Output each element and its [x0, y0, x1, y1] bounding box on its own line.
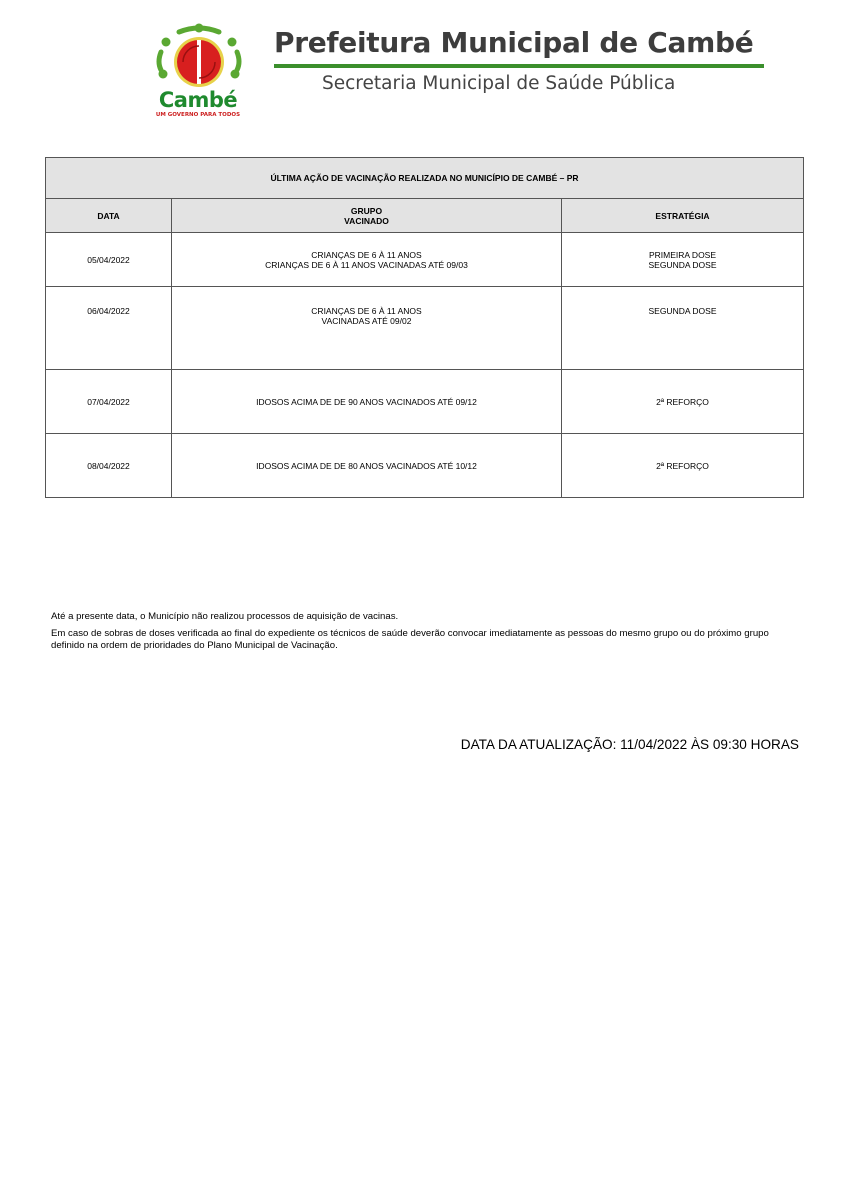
table-title-row — [46, 158, 804, 199]
cell-date: 08/04/2022 — [46, 434, 172, 498]
cambe-emblem-icon — [143, 22, 251, 92]
note-acquisition: Até a presente data, o Município não realizou processos de aquisição de vacinas. — [51, 611, 399, 622]
update-timestamp: DATA DA ATUALIZAÇÃO: 11/04/2022 ÀS 09:30 HORAS — [460, 737, 799, 752]
note-leftover-doses — [51, 628, 769, 651]
organization-title: Prefeitura Municipal de Cambé — [274, 26, 754, 59]
cell-date: 07/04/2022 — [46, 370, 172, 434]
strategy-line: PRIMEIRA DOSE — [648, 249, 717, 260]
cell-group — [172, 287, 562, 370]
column-header-group — [172, 199, 562, 233]
strategy-line: SEGUNDA DOSE — [648, 306, 717, 316]
note-leftover-line1: Em caso de sobras de doses verificada ao final do expediente os técnicos de saúde deverão convocar imediatamente as pessoas do mesmo grupo ou do próximo grupo — [51, 628, 769, 639]
cell-group — [172, 233, 562, 287]
cell-group — [172, 370, 562, 434]
logo-name: Cambé — [158, 88, 238, 112]
cell-date: 06/04/2022 — [46, 287, 172, 370]
table-row — [46, 233, 804, 287]
cell-strategy — [562, 233, 804, 287]
column-header-date: DATA — [46, 199, 172, 233]
table-header-row — [46, 199, 804, 233]
cell-group — [172, 434, 562, 498]
organization-subtitle: Secretaria Municipal de Saúde Pública — [322, 73, 676, 94]
column-header-group-line1: GRUPO — [350, 205, 383, 216]
cell-strategy — [562, 287, 804, 370]
cell-strategy — [562, 370, 804, 434]
vaccination-table — [45, 157, 804, 498]
group-line: VACINADAS ATÉ 09/02 — [321, 316, 412, 326]
cell-strategy — [562, 434, 804, 498]
header-divider — [274, 64, 764, 68]
group-line: CRIANÇAS DE 6 À 11 ANOS VACINADAS ATÉ 09/03 — [265, 259, 468, 270]
table-row — [46, 370, 804, 434]
table-row — [46, 434, 804, 498]
column-header-strategy: ESTRATÉGIA — [562, 199, 804, 233]
table-title: ÚLTIMA AÇÃO DE VACINAÇÃO REALIZADA NO MUNICÍPIO DE CAMBÉ – PR — [46, 158, 804, 199]
strategy-line: 2ª REFORÇO — [656, 460, 709, 471]
group-line: CRIANÇAS DE 6 À 11 ANOS — [311, 306, 422, 316]
table-row — [46, 287, 804, 370]
group-line: IDOSOS ACIMA DE DE 90 ANOS VACINADOS ATÉ 09/12 — [256, 396, 477, 407]
note-leftover-line2: definido na ordem de prioridades do Plano Municipal de Vacinação. — [51, 639, 338, 651]
group-line: IDOSOS ACIMA DE DE 80 ANOS VACINADOS ATÉ 10/12 — [256, 460, 477, 471]
column-header-group-line2: VACINADO — [344, 215, 389, 226]
strategy-line: 2ª REFORÇO — [656, 396, 709, 407]
cell-date: 05/04/2022 — [46, 233, 172, 287]
strategy-line: SEGUNDA DOSE — [648, 259, 717, 270]
group-line: CRIANÇAS DE 6 À 11 ANOS — [311, 249, 422, 260]
logo-slogan: UM GOVERNO PARA TODOS — [155, 112, 241, 118]
